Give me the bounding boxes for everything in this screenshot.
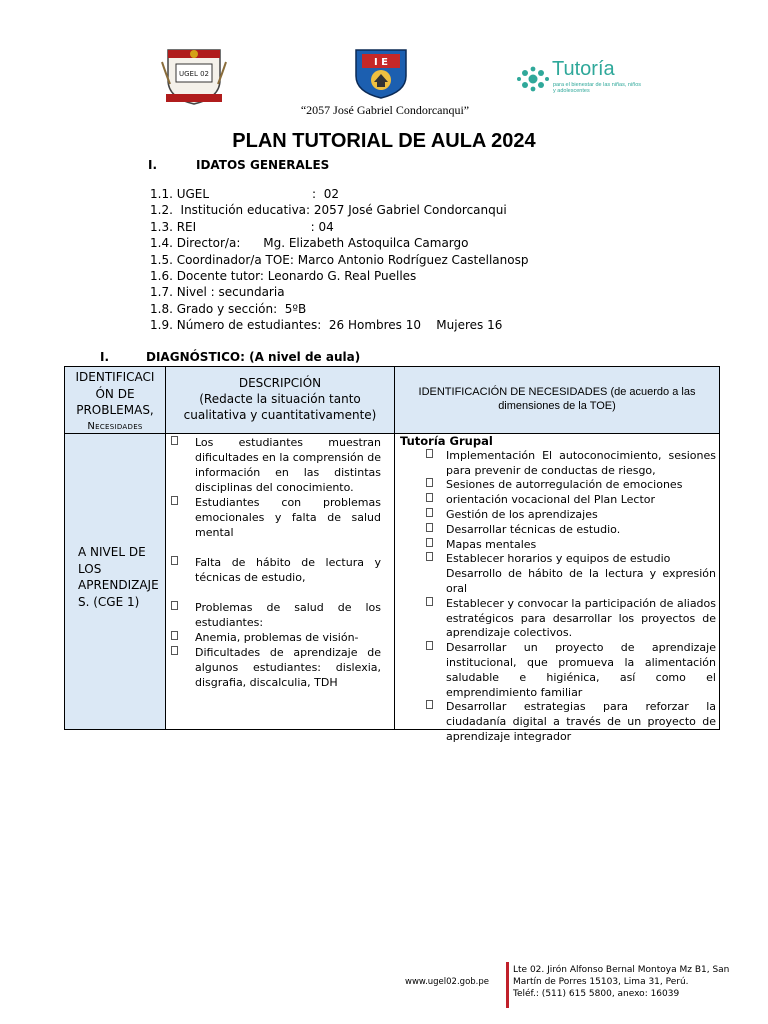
bullet-box-icon bbox=[171, 630, 178, 645]
needs-text: orientación vocacional del Plan Lector bbox=[446, 493, 656, 507]
general-data-item: 1.5. Coordinador/a TOE: Marco Antonio Rodríguez Castellanosp bbox=[150, 252, 529, 267]
needs-item bbox=[400, 493, 716, 508]
general-data-item: 1.8. Grado y sección: 5ºB bbox=[150, 301, 307, 316]
needs-item bbox=[400, 523, 716, 538]
general-data-item: 1.3. REI : 04 bbox=[150, 219, 334, 234]
bullet-box-icon bbox=[171, 495, 178, 510]
general-data-item: 1.4. Director/a: Mg. Elizabeth Astoquilca Camargo bbox=[150, 236, 469, 251]
description-item bbox=[195, 645, 381, 690]
header-description bbox=[166, 375, 394, 423]
needs-item bbox=[400, 700, 716, 744]
needs-text: Desarrollar un proyecto de aprendizaje institucional, que promueva la alimentación saludable e higiénica, así como el emprendimiento familiar bbox=[446, 641, 716, 699]
header-problems bbox=[65, 369, 165, 435]
header-problems-line: ÓN DE bbox=[95, 386, 135, 401]
description-text: Dificultades de aprendizaje de algunos estudiantes: dislexia, disgrafia, discalculia, TDH bbox=[195, 646, 381, 689]
row-label-line: A NIVEL DE bbox=[78, 545, 146, 559]
bullet-box-icon bbox=[426, 478, 433, 493]
needs-item bbox=[400, 567, 716, 597]
school-caption: “2057 José Gabriel Condorcanqui” bbox=[300, 103, 470, 117]
bullet-box-icon bbox=[426, 597, 433, 612]
ie-badge-text: I E bbox=[373, 57, 389, 68]
description-text: Problemas de salud de los estudiantes: bbox=[195, 601, 381, 629]
needs-item bbox=[400, 449, 716, 479]
diagnostic-table bbox=[64, 366, 720, 743]
needs-text: Establecer horarios y equipos de estudio bbox=[446, 552, 671, 566]
row-label-line: APRENDIZAJE bbox=[78, 578, 159, 592]
description-item bbox=[195, 600, 381, 630]
needs-heading: Tutoría Grupal bbox=[400, 434, 493, 448]
needs-text: Mapas mentales bbox=[446, 537, 537, 551]
section2-heading: DIAGNÓSTICO: (A nivel de aula) bbox=[146, 350, 361, 364]
needs-list bbox=[400, 434, 716, 745]
table-divider bbox=[394, 367, 395, 729]
header-problems-line: PROBLEMAS, bbox=[76, 403, 154, 417]
header-problems-line: Necesidades bbox=[87, 420, 143, 432]
row-label-line: S. (CGE 1) bbox=[78, 594, 140, 609]
footer-address-line: Lte 02. Jirón Alfonso Bernal Montoya Mz B1, San bbox=[513, 965, 730, 975]
needs-text: Sesiones de autorregulación de emociones bbox=[446, 478, 683, 492]
needs-item bbox=[400, 641, 716, 700]
ugel-badge-text: UGEL 02 bbox=[178, 70, 210, 78]
bullet-box-icon bbox=[171, 645, 178, 660]
tutoria-brand: Tutoría bbox=[552, 58, 615, 80]
general-data-item: 1.7. Nivel : secundaria bbox=[150, 285, 285, 300]
footer-divider bbox=[506, 962, 509, 1008]
description-text: Los estudiantes muestran dificultades en la comprensión de información en las distintas disciplinas del conocimiento. bbox=[195, 436, 381, 494]
bullet-box-icon bbox=[426, 700, 433, 715]
header-problems-line: IDENTIFICACI bbox=[75, 370, 155, 384]
bullet-box-icon bbox=[426, 523, 433, 538]
row-label bbox=[78, 544, 164, 610]
header-description-line: cualitativa y cuantitativamente) bbox=[183, 408, 377, 422]
description-item bbox=[195, 495, 381, 540]
ugel-crest-logo bbox=[160, 44, 228, 106]
needs-item bbox=[400, 538, 716, 553]
description-list bbox=[195, 435, 381, 690]
bullet-box-icon bbox=[171, 435, 178, 450]
needs-text: Implementación El autoconocimiento, sesiones para prevenir de conductas de riesgo, bbox=[446, 448, 716, 477]
footer-address-line: Martín de Porres 15103, Lima 31, Perú. bbox=[513, 977, 689, 988]
tutoria-tagline: para el bienestar de las niñas, niños y adolescentes bbox=[553, 82, 642, 94]
header-description-line: (Redacte la situación tanto bbox=[199, 392, 361, 406]
needs-text: Desarrollar técnicas de estudio. bbox=[446, 522, 621, 536]
needs-item bbox=[400, 508, 716, 523]
header-description-line: DESCRIPCIÓN bbox=[238, 376, 322, 390]
bullet-box-icon bbox=[426, 552, 433, 567]
page-title: PLAN TUTORIAL DE AULA 2024 bbox=[232, 130, 536, 152]
tutoria-logo bbox=[516, 58, 642, 96]
ie-school-shield-logo bbox=[352, 46, 410, 100]
needs-text: Gestión de los aprendizajes bbox=[446, 507, 598, 521]
general-data-item: 1.1. UGEL : 02 bbox=[150, 187, 339, 201]
bullet-box-icon bbox=[426, 493, 433, 508]
tutoria-dots-icon bbox=[516, 64, 550, 94]
section1-heading: IDATOS GENERALES bbox=[196, 158, 330, 172]
general-data-item: 1.6. Docente tutor: Leonardo G. Real Puelles bbox=[150, 269, 417, 284]
row-label-line: LOS bbox=[78, 561, 102, 576]
needs-item bbox=[400, 597, 716, 641]
bullet-box-icon bbox=[426, 538, 433, 553]
description-item bbox=[195, 435, 381, 495]
section1-number: I. bbox=[148, 158, 158, 172]
needs-text: Desarrollo de hábito de la lectura y expresión oral bbox=[446, 567, 716, 595]
description-text: Estudiantes con problemas emocionales y falta de salud mental bbox=[195, 496, 381, 539]
needs-text: Desarrollar estrategias para reforzar la ciudadanía digital a través de un proyecto de aprendizaje integrador bbox=[446, 700, 716, 743]
footer-url-link[interactable]: www.ugel02.gob.pe bbox=[405, 977, 489, 987]
general-data-item: 1.2. Institución educativa: 2057 José Gabriel Condorcanqui bbox=[150, 203, 507, 218]
bullet-box-icon bbox=[171, 600, 178, 615]
section2-number: I. bbox=[100, 350, 110, 364]
description-text: Anemia, problemas de visión- bbox=[195, 631, 359, 644]
footer-address bbox=[513, 964, 729, 1001]
needs-item bbox=[400, 478, 716, 493]
description-item bbox=[195, 630, 381, 645]
needs-text: Establecer y convocar la participación de aliados estratégicos para desarrollar los proyectos de aprendizaje colectivos. bbox=[446, 596, 716, 640]
bullet-box-icon bbox=[426, 449, 433, 464]
needs-item bbox=[400, 552, 716, 567]
bullet-box-icon bbox=[171, 555, 178, 570]
description-item bbox=[195, 555, 381, 585]
general-data-item: 1.9. Número de estudiantes: 26 Hombres 10 Mujeres 16 bbox=[150, 318, 503, 333]
header-needs: IDENTIFICACIÓN DE NECESIDADES (de acuerdo a las dimensiones de la TOE) bbox=[418, 386, 696, 412]
bullet-box-icon bbox=[426, 508, 433, 523]
footer-address-line: Teléf.: (511) 615 5800, anexo: 16039 bbox=[513, 989, 680, 1000]
bullet-box-icon bbox=[426, 641, 433, 656]
general-data-list bbox=[150, 186, 528, 334]
description-text: Falta de hábito de lectura y técnicas de estudio, bbox=[195, 556, 381, 584]
